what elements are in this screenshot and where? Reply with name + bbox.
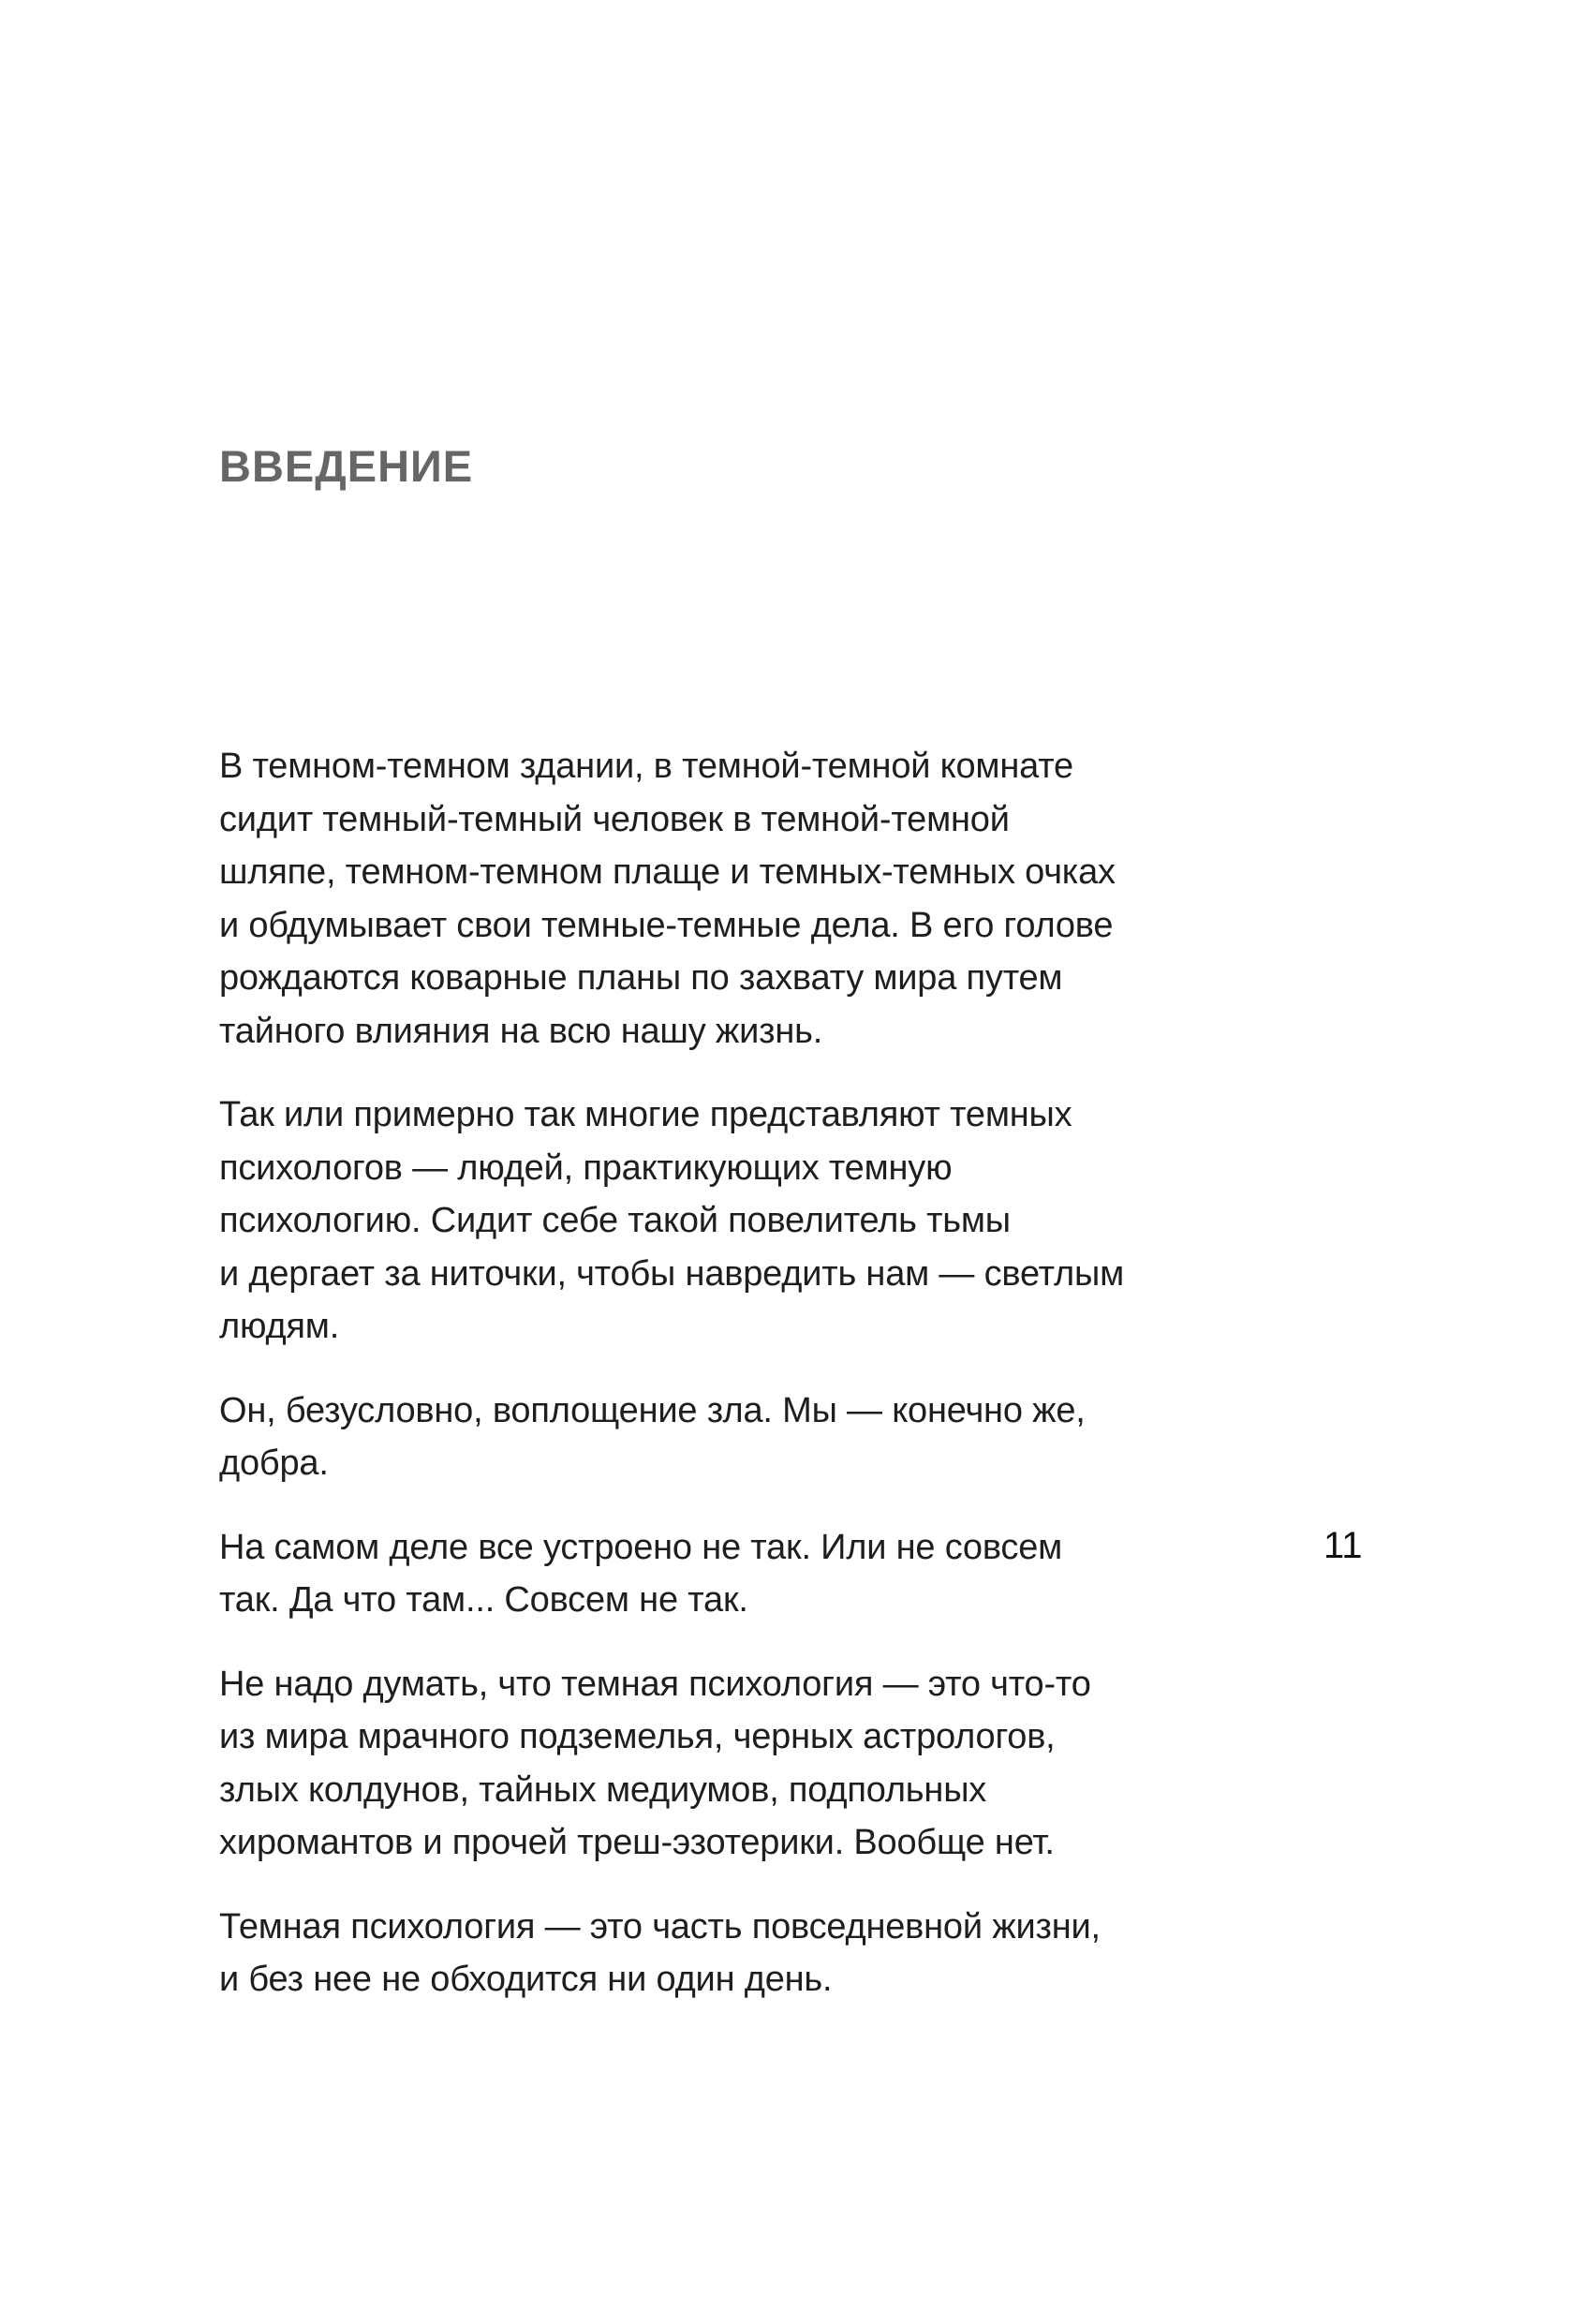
text-line: сидит темный-темный человек в темной-темной <box>219 799 1010 839</box>
paragraph-6 <box>219 1901 1268 2006</box>
paragraph-1 <box>219 740 1268 1058</box>
text-line: добра. <box>219 1443 329 1483</box>
text-line: В темном-темном здании, в темной-темной комнате <box>219 747 1073 786</box>
text-line: шляпе, темном-темном плаще и темных-темных очках <box>219 852 1116 892</box>
text-line: Он, безусловно, воплощение зла. Мы — конечно же, <box>219 1390 1086 1430</box>
text-line: психологов — людей, практикующих темную <box>219 1147 953 1188</box>
paragraph-4 <box>219 1521 1268 1627</box>
text-line: злых колдунов, тайных медиумов, подпольных <box>219 1769 987 1810</box>
text-line: из мира мрачного подземелья, черных астрологов, <box>219 1717 1056 1756</box>
text-line: и дергает за ниточки, чтобы навредить нам — светлым <box>219 1253 1124 1294</box>
text-line: так. Да что там... Совсем не так. <box>219 1580 748 1620</box>
text-line: Темная психология — это часть повседневной жизни, <box>219 1906 1101 1947</box>
text-line: людям. <box>219 1307 340 1346</box>
chapter-body <box>219 740 1268 2037</box>
paragraph-2 <box>219 1088 1268 1354</box>
chapter-heading: ВВЕДЕНИЕ <box>219 441 474 491</box>
text-line: рождаются коварные планы по захвату мира путем <box>219 958 1063 998</box>
text-line: На самом деле все устроено не так. Или не совсем <box>219 1527 1063 1567</box>
paragraph-5 <box>219 1658 1268 1870</box>
text-line: Так или примерно так многие представляют темных <box>219 1095 1072 1134</box>
text-line: и обдумывает свои темные-темные дела. В его голове <box>219 905 1114 945</box>
text-line: хиромантов и прочей треш-эзотерики. Вообще нет. <box>219 1823 1055 1862</box>
text-line: психологию. Сидит себе такой повелитель тьмы <box>219 1201 1011 1240</box>
text-line: тайного влияния на всю нашу жизнь. <box>219 1011 823 1051</box>
text-line: и без нее не обходится ни один день. <box>219 1960 833 1999</box>
paragraph-3 <box>219 1384 1268 1490</box>
text-line: Не надо думать, что темная психология — это что-то <box>219 1664 1091 1704</box>
page-number: 11 <box>1323 1525 1363 1566</box>
